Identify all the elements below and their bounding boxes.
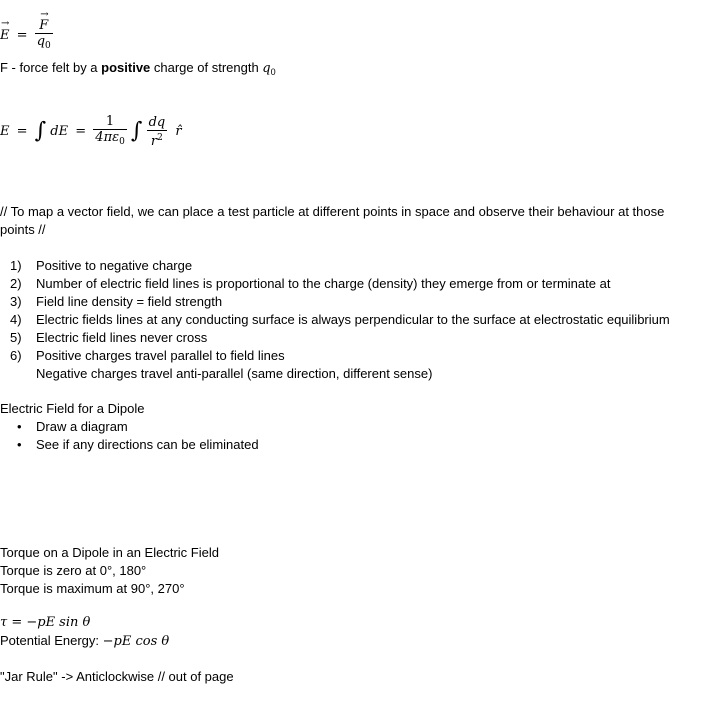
force-note-symbol: q [262, 61, 271, 76]
q-subscript: 0 [45, 41, 51, 51]
jar-rule-note: "Jar Rule" -> Anticlockwise // out of page [0, 669, 234, 684]
potential-energy-label: Potential Energy: [0, 633, 103, 648]
equals-sign: = [16, 124, 28, 139]
q-symbol: q [36, 34, 46, 49]
list-marker: 5) [10, 330, 22, 345]
list-marker: 2) [10, 276, 22, 291]
torque-max-note: Torque is maximum at 90°, 270° [0, 581, 185, 596]
list-item-text: Electric fields lines at any conducting surface is always perpendicular to the surface at electrostatic equilibrium [36, 312, 670, 327]
list-item-text: Negative charges travel anti-parallel (same direction, different sense) [36, 366, 433, 381]
list-marker: 1) [10, 258, 22, 273]
coulomb-constant-fraction [93, 114, 127, 150]
list-item-text: Field line density = field strength [36, 294, 223, 309]
torque-zero-note: Torque is zero at 0°, 180° [0, 563, 147, 578]
list-marker: 3) [10, 294, 22, 309]
e-symbol: E [0, 124, 10, 139]
list-item [0, 436, 259, 454]
force-note-prefix: F - force felt by a [0, 60, 102, 75]
de-term: dE [50, 124, 69, 139]
equals-sign: = [16, 28, 28, 43]
vector-arrow-icon: → [40, 9, 49, 20]
dq-term: dq [148, 114, 166, 130]
f-over-q-fraction [35, 9, 53, 54]
list-marker: 4) [10, 312, 22, 327]
list-item [0, 257, 670, 275]
field-line-rules-list [0, 257, 670, 383]
force-note-symbol-sub: 0 [270, 67, 276, 77]
intro-line-2: points // [0, 222, 46, 237]
list-item-text: Number of electric field lines is proportional to the charge (density) they emerge from or terminate at [36, 276, 611, 291]
list-item [0, 418, 259, 436]
r-hat-unit-vector: r̂ [175, 124, 182, 139]
vector-arrow-icon: → [1, 18, 10, 29]
integral-field-equation [0, 112, 182, 152]
list-item-text: Electric field lines never cross [36, 330, 208, 345]
list-item [0, 275, 670, 293]
list-item [0, 365, 670, 383]
r-exponent: 2 [157, 132, 163, 143]
list-item-text: Positive to negative charge [36, 258, 193, 273]
potential-energy-equation: −pE cos θ [102, 634, 170, 649]
list-item [0, 311, 670, 329]
force-note [0, 59, 276, 81]
intro-line-1: // To map a vector field, we can place a test particle at different points in space and observe their behaviour at those [0, 204, 665, 219]
force-note-bold: positive [101, 60, 151, 75]
field-definition-equation [0, 9, 53, 58]
epsilon-subscript: 0 [119, 136, 125, 147]
dq-over-r2-fraction [147, 115, 168, 149]
bullet-icon: • [17, 437, 22, 452]
list-item-text: Draw a diagram [36, 419, 128, 434]
dipole-bullet-list [0, 418, 259, 454]
torque-heading: Torque on a Dipole in an Electric Field [0, 545, 219, 560]
integral-symbol: ∫ [34, 118, 47, 144]
fraction-numerator: 1 [93, 114, 127, 130]
potential-energy-line [0, 632, 169, 651]
force-note-suffix: charge of strength [150, 60, 263, 75]
f-symbol: F [39, 18, 49, 33]
torque-equation: τ = −pE sin θ [0, 615, 91, 630]
list-item-text: See if any directions can be eliminated [36, 437, 259, 452]
list-item [0, 347, 670, 365]
r-term: r [150, 133, 158, 149]
dipole-heading: Electric Field for a Dipole [0, 401, 145, 416]
list-item [0, 329, 670, 347]
list-marker: 6) [10, 348, 22, 363]
e-symbol: E [0, 28, 10, 43]
fraction-denominator: 4πε [95, 129, 120, 145]
e-vector-symbol [0, 18, 10, 45]
list-item-text: Positive charges travel parallel to field lines [36, 348, 285, 363]
integral-symbol: ∫ [130, 118, 143, 144]
bullet-icon: • [17, 419, 22, 434]
equals-sign: = [75, 124, 87, 139]
list-item [0, 293, 670, 311]
